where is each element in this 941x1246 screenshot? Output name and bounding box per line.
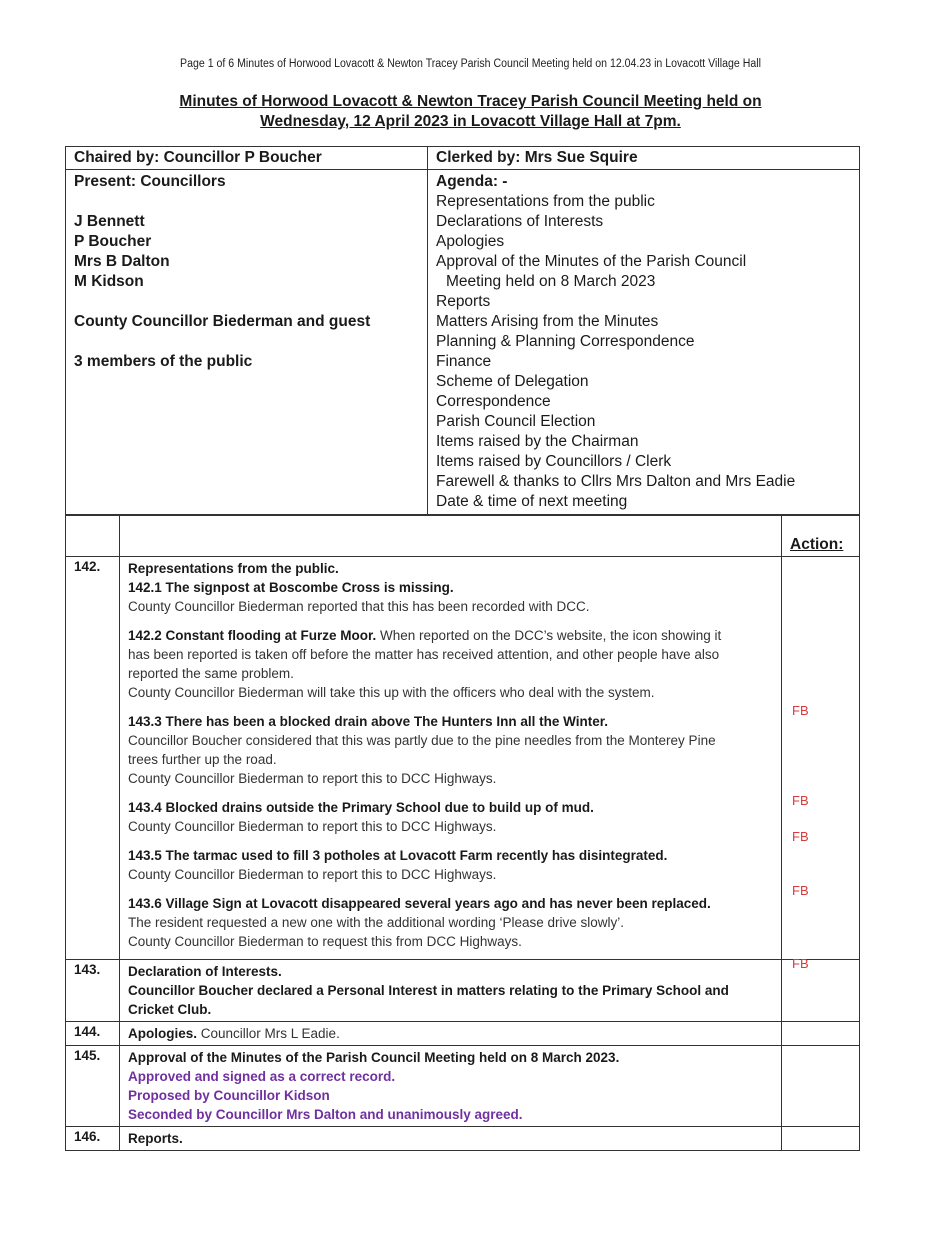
agenda-item: Farewell & thanks to Cllrs Mrs Dalton and Mrs Eadie (436, 473, 796, 490)
item-text: Cricket Club. (128, 1002, 212, 1017)
agenda-item: Representations from the public (436, 193, 655, 210)
item-heading: 142.1 The signpost at Boscombe Cross is missing. (128, 580, 454, 595)
action-cell (782, 1046, 860, 1127)
agenda-item: Reports (436, 293, 491, 310)
item-text: reported the same problem. (128, 666, 294, 681)
minute-body (120, 1046, 782, 1127)
item-text: County Councillor Biederman to request this from DCC Highways. (128, 934, 522, 949)
minute-heading: Approval of the Minutes of the Parish Council Meeting held on 8 March 2023. (128, 1050, 620, 1065)
action-initials: FB (792, 883, 809, 898)
item-heading: 142.2 Constant flooding at Furze Moor. (128, 628, 377, 643)
item-heading: 143.5 The tarmac used to fill 3 potholes at Lovacott Farm recently has disintegrated. (128, 848, 668, 863)
agenda-item: Scheme of Delegation (436, 373, 589, 390)
members-of-public: 3 members of the public (74, 353, 253, 370)
minute-body (120, 1022, 782, 1046)
minute-heading: Apologies. (128, 1026, 198, 1041)
agenda-heading: Agenda: - (436, 173, 508, 190)
agenda-item: Correspondence (436, 393, 551, 410)
action-header: Action: (790, 536, 844, 553)
item-paragraph (128, 626, 773, 645)
minute-row-143 (66, 960, 860, 1022)
county-councillor: County Councillor Biederman and guest (74, 313, 371, 330)
agenda-item: Parish Council Election (436, 413, 596, 430)
minute-row-142 (66, 557, 860, 960)
minute-heading: Reports. (128, 1131, 183, 1146)
action-cell (782, 557, 860, 971)
resolution-text: Seconded by Councillor Mrs Dalton and unanimously agreed. (128, 1107, 523, 1122)
minute-row-144 (66, 1022, 860, 1046)
minute-body (120, 960, 782, 1022)
present-heading: Present: Councillors (74, 173, 226, 190)
minute-body (120, 557, 782, 960)
chaired-by-cell: Chaired by: Councillor P Boucher (66, 147, 428, 170)
minute-body (120, 1127, 782, 1151)
minute-number: 146. (66, 1127, 120, 1151)
clerked-by-cell: Clerked by: Mrs Sue Squire (428, 147, 860, 170)
resolution-text: Proposed by Councillor Kidson (128, 1088, 330, 1103)
item-text: County Councillor Biederman will take this up with the officers who deal with the system. (128, 685, 655, 700)
minute-number: 144. (66, 1022, 120, 1046)
action-cell (782, 1127, 860, 1151)
councillor-name: J Bennett (74, 213, 145, 230)
councillor-name: Mrs B Dalton (74, 253, 170, 270)
minute-heading: Declaration of Interests. (128, 964, 282, 979)
minute-row-145 (66, 1046, 860, 1127)
item-text: County Councillor Biederman to report this to DCC Highways. (128, 819, 497, 834)
agenda-cell (428, 170, 860, 515)
agenda-item: Approval of the Minutes of the Parish Council (436, 253, 747, 270)
item-text: The resident requested a new one with the additional wording ‘Please drive slowly’. (128, 915, 625, 930)
action-initials: FB (792, 956, 809, 971)
action-cell (782, 1022, 860, 1046)
agenda-item: Finance (436, 353, 492, 370)
minute-row-146 (66, 1127, 860, 1151)
minute-heading: Representations from the public. (128, 561, 339, 576)
page-header: Page 1 of 6 Minutes of Horwood Lovacott & Newton Tracey Parish Council Meeting held on 12.04.23 in Lovacott Village Hall (180, 58, 761, 70)
action-column-header (782, 516, 860, 557)
agenda-item: Items raised by the Chairman (436, 433, 639, 450)
resolution-text: Approved and signed as a correct record. (128, 1069, 396, 1084)
item-text: County Councillor Biederman reported that this has been recorded with DCC. (128, 599, 590, 614)
item-text: Councillor Mrs L Eadie. (197, 1026, 340, 1041)
minutes-table (65, 515, 860, 1151)
title-line-1: Minutes of Horwood Lovacott & Newton Tracey Parish Council Meeting held on (179, 93, 762, 110)
action-initials: FB (792, 703, 809, 718)
agenda-item: Meeting held on 8 March 2023 (446, 273, 656, 290)
councillor-name: M Kidson (74, 273, 144, 290)
item-text: trees further up the road. (128, 752, 277, 767)
item-heading: 143.3 There has been a blocked drain above The Hunters Inn all the Winter. (128, 714, 609, 729)
agenda-item: Apologies (436, 233, 505, 250)
item-text: Councillor Boucher considered that this was partly due to the pine needles from the Monterey Pine (128, 733, 716, 748)
councillor-name: P Boucher (74, 233, 152, 250)
minute-number: 142. (66, 557, 120, 960)
minute-number: 145. (66, 1046, 120, 1127)
agenda-item: Date & time of next meeting (436, 493, 628, 510)
item-text: has been reported is taken off before the matter has received attention, and other people have also (128, 647, 720, 662)
attendance-agenda-table (65, 146, 860, 515)
item-text: County Councillor Biederman to report this to DCC Highways. (128, 771, 497, 786)
present-cell (66, 170, 428, 515)
title-line-2: Wednesday, 12 April 2023 in Lovacott Village Hall at 7pm. (260, 113, 681, 130)
action-initials: FB (792, 829, 809, 844)
item-heading: 143.4 Blocked drains outside the Primary School due to build up of mud. (128, 800, 594, 815)
item-heading: 143.6 Village Sign at Lovacott disappeared several years ago and has never been replaced. (128, 896, 711, 911)
action-initials: FB (792, 793, 809, 808)
item-text: When reported on the DCC’s website, the icon showing it (376, 628, 722, 643)
agenda-item: Matters Arising from the Minutes (436, 313, 659, 330)
item-text: Councillor Boucher declared a Personal Interest in matters relating to the Primary School and (128, 983, 729, 998)
agenda-item: Items raised by Councillors / Clerk (436, 453, 672, 470)
agenda-item: Planning & Planning Correspondence (436, 333, 695, 350)
agenda-item: Declarations of Interests (436, 213, 604, 230)
document-title (0, 92, 941, 132)
item-text: County Councillor Biederman to report this to DCC Highways. (128, 867, 497, 882)
minute-number: 143. (66, 960, 120, 1022)
